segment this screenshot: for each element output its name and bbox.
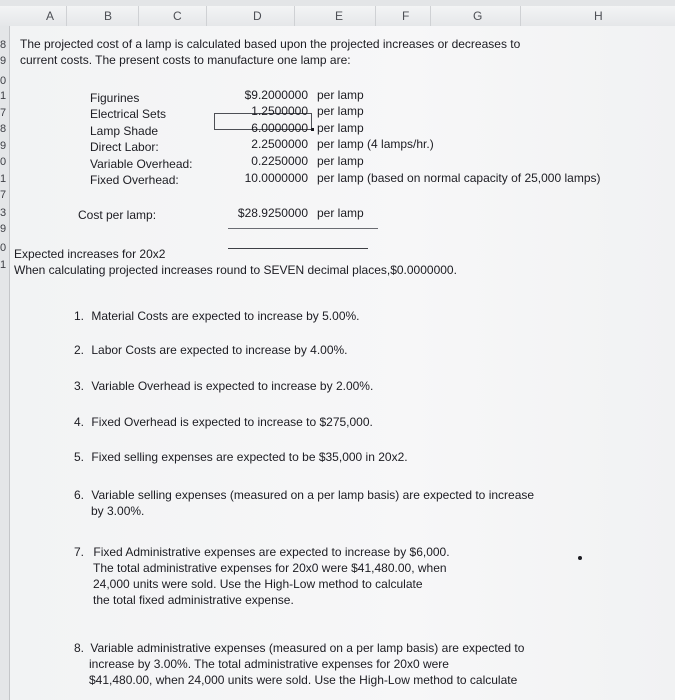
total-unit: per lamp <box>317 206 364 220</box>
total-underline <box>228 248 368 249</box>
list-item <box>74 487 534 519</box>
total-label: Cost per lamp: <box>78 208 157 222</box>
item-text: Variable administrative expenses (measured on a per lamp basis) are expected to <box>90 641 525 655</box>
column-divider[interactable] <box>520 6 521 26</box>
row-number[interactable]: 9 <box>0 55 7 67</box>
list-item <box>74 640 524 688</box>
column-header-d[interactable]: D <box>253 9 262 23</box>
item-number: 4. <box>74 415 85 429</box>
row-number[interactable]: 8 <box>0 39 7 51</box>
row-number[interactable]: 8 <box>0 123 7 135</box>
row-number[interactable]: 7 <box>0 107 7 119</box>
cost-value[interactable]: 10.0000000 <box>244 171 308 185</box>
list-item <box>74 342 348 358</box>
cost-label: Figurines <box>90 91 140 105</box>
list-item <box>74 544 450 608</box>
item-text: The total administrative expenses for 20x0 were $41,480.00, when <box>93 561 447 575</box>
sum-border-line <box>228 228 378 229</box>
cost-unit: per lamp <box>317 104 364 118</box>
cost-unit: per lamp (4 lamps/hr.) <box>317 137 434 151</box>
row-number[interactable]: 1 <box>0 90 7 102</box>
item-text: Material Costs are expected to increase by 5.00%. <box>91 309 360 323</box>
intro-line-1: The projected cost of a lamp is calculated based upon the projected increases or decreases to <box>20 37 521 51</box>
item-text: Variable selling expenses (measured on a per lamp basis) are expected to increase <box>91 488 535 502</box>
list-item <box>74 414 373 430</box>
column-header-h[interactable]: H <box>594 9 603 23</box>
column-divider[interactable] <box>375 6 376 26</box>
item-number: 3. <box>74 379 85 393</box>
list-item <box>74 378 373 394</box>
item-number: 8. <box>74 641 85 655</box>
item-text: Variable Overhead is expected to increase by 2.00%. <box>91 379 374 393</box>
rounding-note: When calculating projected increases round to SEVEN decimal places,$0.0000000. <box>14 263 457 277</box>
item-number: 2. <box>74 343 85 357</box>
list-item <box>74 449 408 465</box>
row-number[interactable]: 0 <box>0 75 7 87</box>
cost-value[interactable]: 6.0000000 <box>251 121 308 135</box>
row-number[interactable]: 1 <box>0 259 7 271</box>
row-header-gutter <box>0 26 10 700</box>
cost-value[interactable]: $9.2000000 <box>244 88 308 102</box>
column-header-a[interactable]: A <box>46 9 55 23</box>
column-divider[interactable] <box>138 6 139 26</box>
item-number: 1. <box>74 309 85 323</box>
row-number[interactable]: 0 <box>0 242 7 254</box>
column-divider[interactable] <box>66 6 67 26</box>
column-header-b[interactable]: B <box>104 9 113 23</box>
item-number: 5. <box>74 450 85 464</box>
cost-label: Variable Overhead: <box>90 157 193 171</box>
cost-unit: per lamp (based on normal capacity of 25,000 lamps) <box>317 171 601 185</box>
cost-value[interactable]: 2.2500000 <box>251 137 308 151</box>
item-text: $41,480.00, when 24,000 units were sold. Use the High-Low method to calculate <box>89 673 518 687</box>
item-text: 24,000 units were sold. Use the High-Low method to calculate <box>93 577 423 591</box>
row-number[interactable]: 9 <box>0 140 7 152</box>
cost-label: Direct Labor: <box>90 140 159 154</box>
item-number: 6. <box>74 488 85 502</box>
column-header-row <box>0 6 675 27</box>
row-number[interactable]: 0 <box>0 156 7 168</box>
sheet-grid[interactable] <box>10 26 675 700</box>
cost-unit: per lamp <box>317 121 364 135</box>
cost-value[interactable]: 1.2500000 <box>251 104 308 118</box>
cost-label: Electrical Sets <box>90 107 167 121</box>
row-number[interactable]: 7 <box>0 189 7 201</box>
item-text: Fixed Overhead is expected to increase to $275,000. <box>91 415 373 429</box>
column-divider[interactable] <box>206 6 207 26</box>
item-text: the total fixed administrative expense. <box>93 593 294 607</box>
row-number[interactable]: 3 <box>0 207 7 219</box>
column-header-e[interactable]: E <box>335 9 344 23</box>
cost-unit: per lamp <box>317 154 364 168</box>
cost-value[interactable]: 0.2250000 <box>251 154 308 168</box>
item-text: Fixed Administrative expenses are expected to increase by $6,000. <box>93 545 450 559</box>
column-divider[interactable] <box>430 6 431 26</box>
item-text: Fixed selling expenses are expected to be $35,000 in 20x2. <box>91 450 408 464</box>
item-text: increase by 3.00%. The total administrative expenses for 20x0 were <box>89 657 449 671</box>
increases-heading: Expected increases for 20x2 <box>14 247 166 261</box>
intro-line-2: current costs. The present costs to manufacture one lamp are: <box>20 53 351 67</box>
column-header-g[interactable]: G <box>473 9 483 23</box>
list-item <box>74 308 360 324</box>
total-value[interactable]: $28.9250000 <box>237 206 308 220</box>
row-number[interactable]: 1 <box>0 173 7 185</box>
item-number: 7. <box>74 545 85 559</box>
column-header-c[interactable]: C <box>173 9 182 23</box>
item-text: by 3.00%. <box>91 504 145 518</box>
row-number[interactable]: 9 <box>0 223 7 235</box>
item-text: Labor Costs are expected to increase by 4.00%. <box>91 343 348 357</box>
cost-label: Fixed Overhead: <box>90 173 179 187</box>
cost-label: Lamp Shade <box>90 124 159 138</box>
cost-unit: per lamp <box>317 88 364 102</box>
column-divider[interactable] <box>294 6 295 26</box>
column-header-f[interactable]: F <box>402 9 410 23</box>
bullet-dot <box>578 556 582 560</box>
cell-fill-handle[interactable] <box>311 128 314 131</box>
